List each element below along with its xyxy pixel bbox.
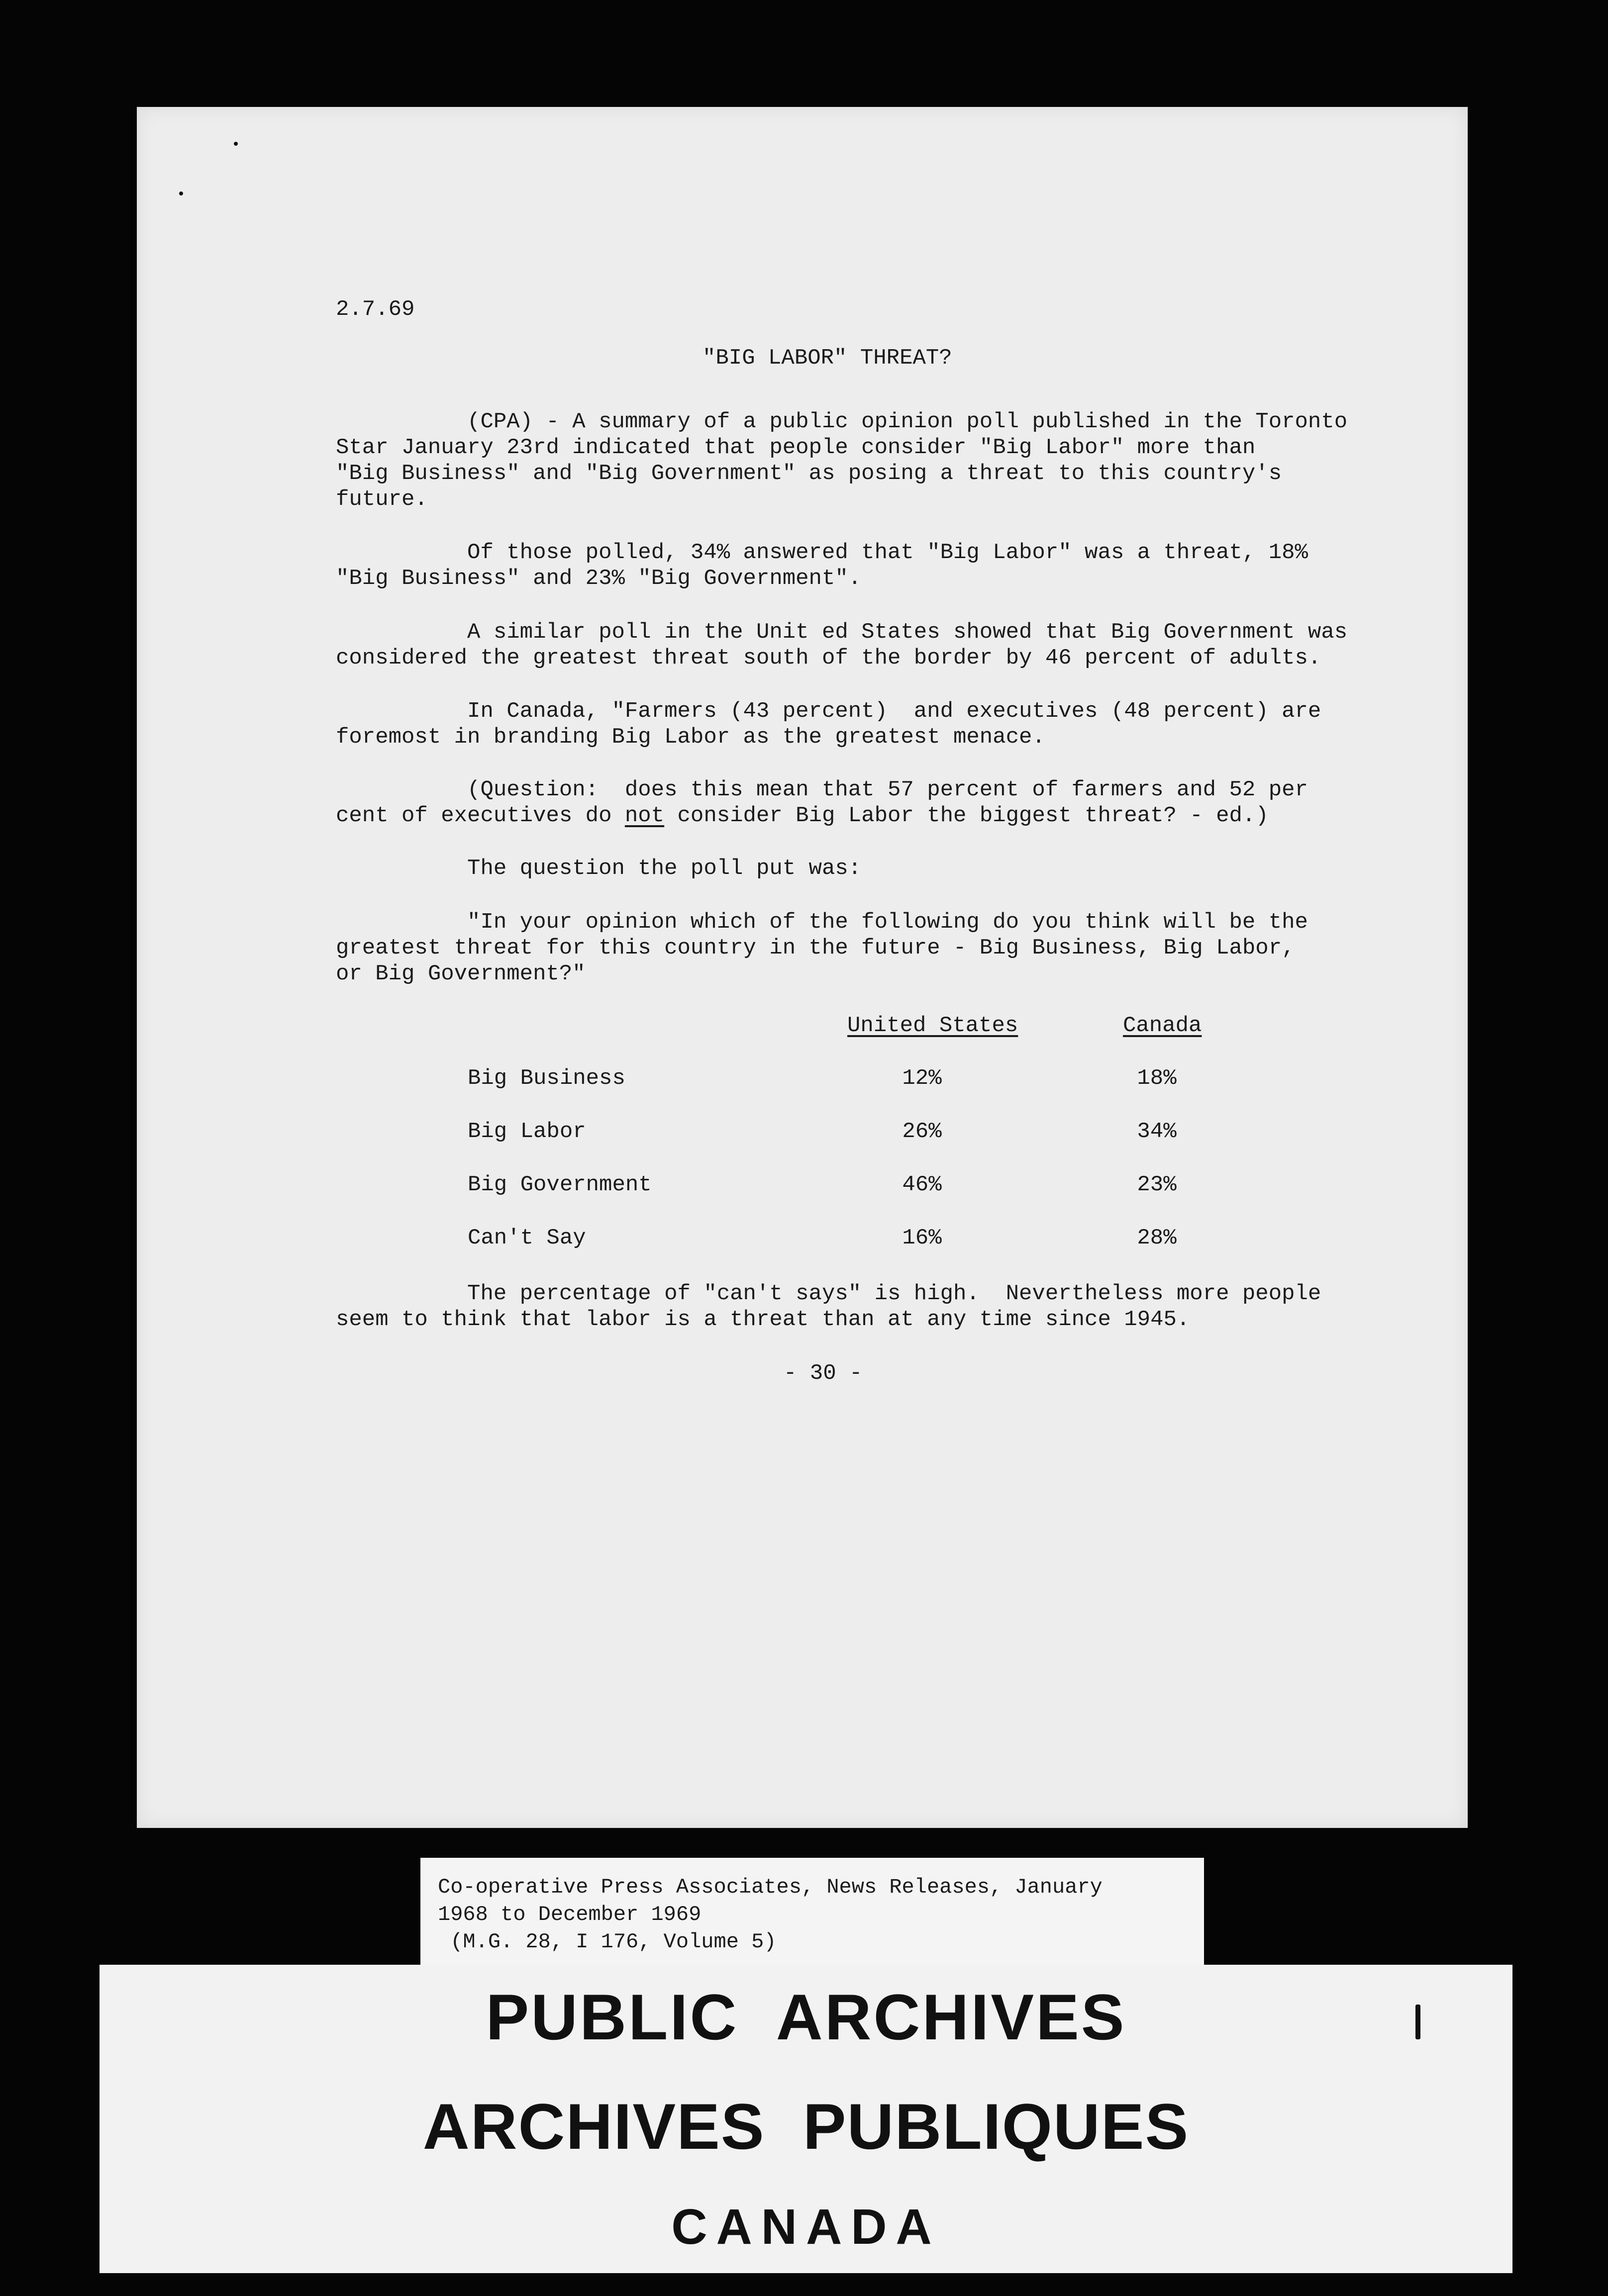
table-row-label: Big Business xyxy=(468,1066,625,1091)
text-span: cent of executives do xyxy=(336,803,625,828)
text-span: consider Big Labor the biggest threat? - ed.) xyxy=(664,803,1269,828)
paragraph-line: Star January 23rd indicated that people consider "Big Labor" more than xyxy=(336,435,1256,460)
table-row-label: Big Government xyxy=(468,1172,652,1197)
paragraph-line: or Big Government?" xyxy=(336,961,586,986)
archive-label-line: Co-operative Press Associates, News Releases, January xyxy=(438,1875,1103,1899)
paragraph-line: "Big Business" and 23% "Big Government". xyxy=(336,566,862,591)
stamp-line-public-archives: PUBLIC ARCHIVES xyxy=(486,1981,1126,2053)
underlined-word: not xyxy=(624,803,665,828)
paragraph-line: Of those polled, 34% answered that "Big Labor" was a threat, 18% xyxy=(336,540,1308,565)
table-header-us: United States xyxy=(847,1013,1018,1038)
page-number: - 30 - xyxy=(784,1361,863,1386)
paragraph-line: foremost in branding Big Labor as the greatest menace. xyxy=(336,725,1045,750)
stamp-line-canada: CANADA xyxy=(671,2199,941,2255)
table-cell-us: 16% xyxy=(902,1226,942,1250)
archive-label-line: (M.G. 28, I 176, Volume 5) xyxy=(438,1930,777,1954)
paragraph-line: future. xyxy=(336,487,428,512)
paragraph-line: considered the greatest threat south of the border by 46 percent of adults. xyxy=(336,646,1321,670)
paragraph-line: In Canada, "Farmers (43 percent) and executives (48 percent) are xyxy=(336,699,1321,724)
paragraph-line: (CPA) - A summary of a public opinion poll published in the Toronto xyxy=(336,409,1348,434)
paragraph-line xyxy=(336,803,1269,829)
paragraph-line: A similar poll in the Unit ed States showed that Big Government was xyxy=(336,620,1348,645)
table-cell-canada: 34% xyxy=(1137,1119,1177,1144)
document-date: 2.7.69 xyxy=(336,297,415,322)
paragraph-line: "In your opinion which of the following do you think will be the xyxy=(336,910,1308,935)
paragraph-line: The percentage of "can't says" is high. Nevertheless more people xyxy=(336,1281,1321,1306)
paragraph-line: The question the poll put was: xyxy=(336,856,862,881)
speck-mark xyxy=(234,142,238,146)
table-cell-us: 46% xyxy=(902,1172,942,1197)
speck-mark xyxy=(1415,2005,1420,2039)
table-cell-canada: 18% xyxy=(1137,1066,1177,1091)
table-cell-canada: 28% xyxy=(1137,1226,1177,1250)
paragraph-line: "Big Business" and "Big Government" as posing a threat to this country's xyxy=(336,461,1282,486)
table-header-canada: Canada xyxy=(1123,1013,1202,1038)
stamp-line-archives-publiques: ARCHIVES PUBLIQUES xyxy=(422,2090,1190,2163)
table-cell-us: 12% xyxy=(902,1066,942,1091)
table-cell-us: 26% xyxy=(902,1119,942,1144)
speck-mark xyxy=(179,191,183,195)
paragraph-line: (Question: does this mean that 57 percent of farmers and 52 per xyxy=(336,777,1308,802)
archive-stamp xyxy=(100,1965,1512,2273)
table-row-label: Can't Say xyxy=(468,1226,586,1250)
archive-label-line: 1968 to December 1969 xyxy=(438,1903,702,1926)
document-title: "BIG LABOR" THREAT? xyxy=(703,346,952,371)
paragraph-line: seem to think that labor is a threat than at any time since 1945. xyxy=(336,1307,1190,1332)
paragraph-line: greatest threat for this country in the future - Big Business, Big Labor, xyxy=(336,936,1295,960)
table-row-label: Big Labor xyxy=(468,1119,586,1144)
table-cell-canada: 23% xyxy=(1137,1172,1177,1197)
